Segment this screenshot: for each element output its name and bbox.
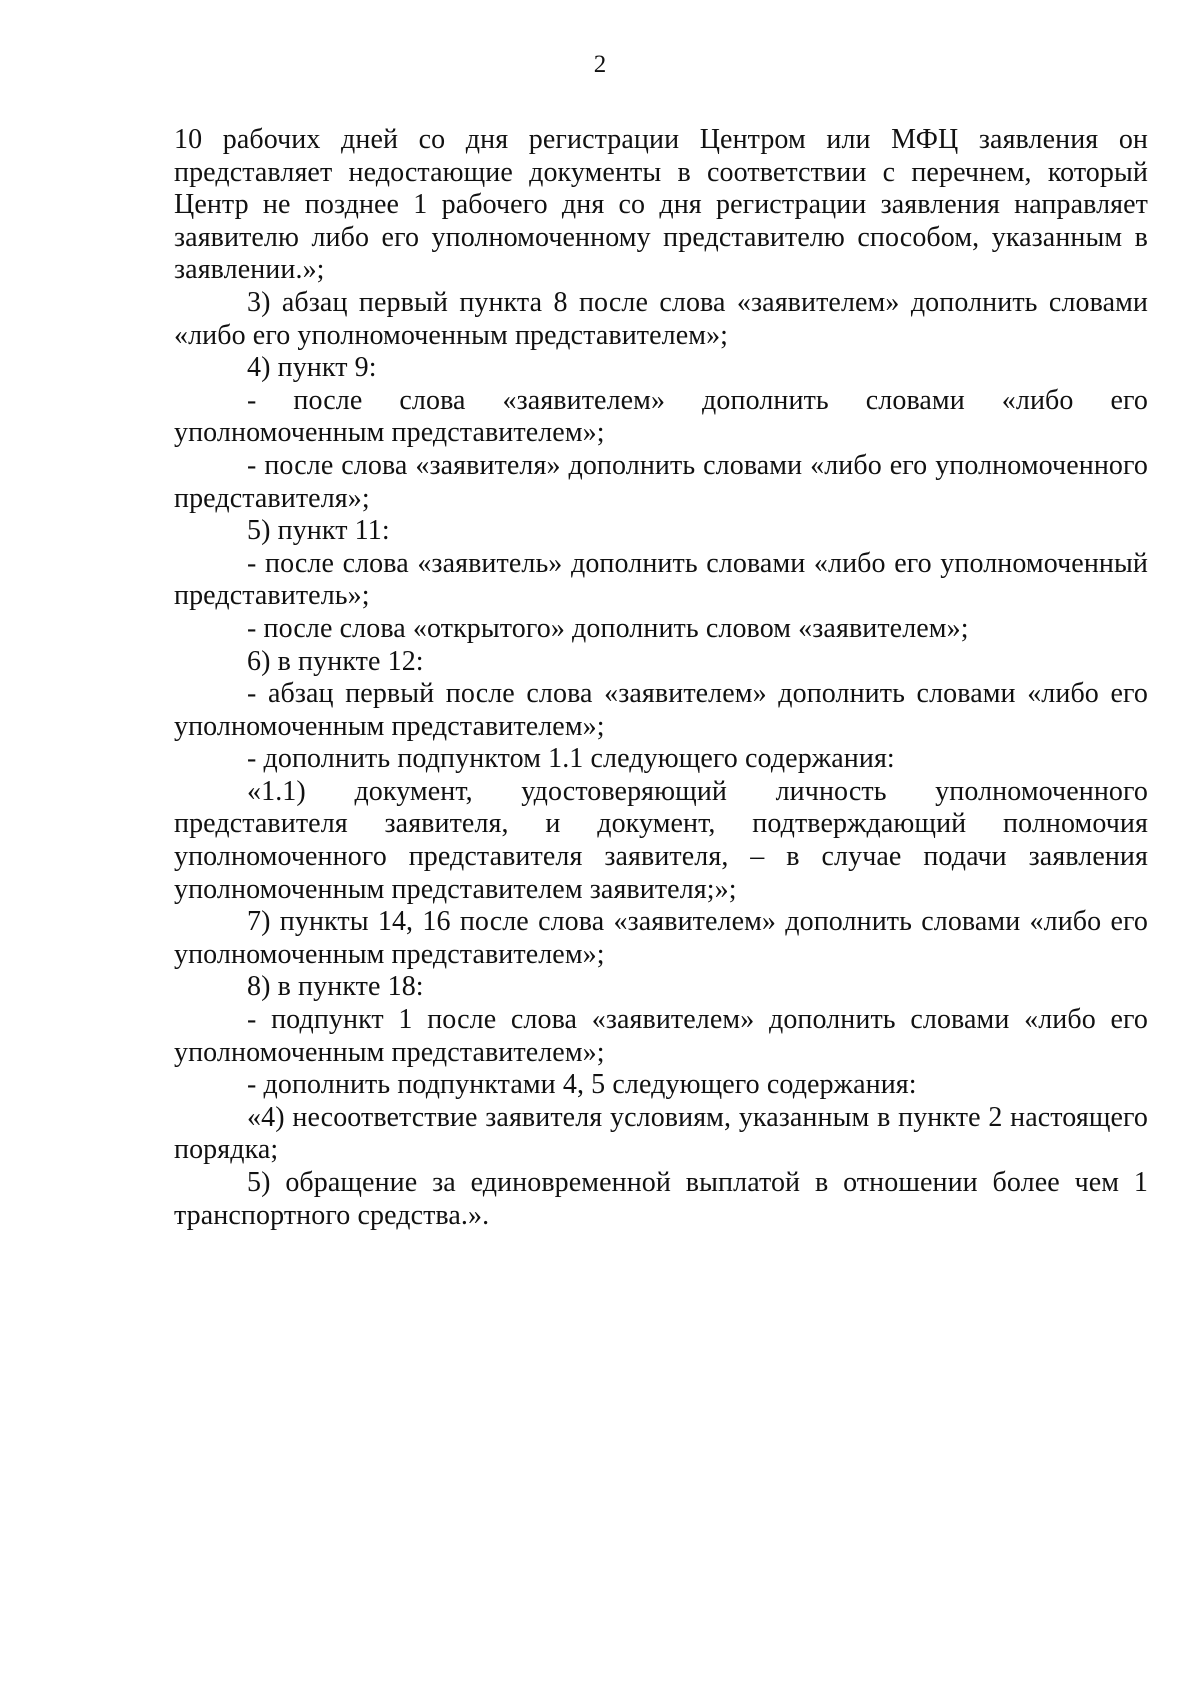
paragraph: - дополнить подпунктами 4, 5 следующего содержания:	[247, 1069, 917, 1101]
paragraph: - после слова «заявитель» дополнить словами «либо его уполномоченный представитель»;	[174, 547, 1148, 612]
paragraph: 3) абзац первый пункта 8 после слова «заявителем» дополнить словами «либо его уполномоченным представителем»;	[174, 286, 1148, 351]
paragraph: «4) несоответствие заявителя условиям, указанным в пункте 2 настоящего порядка;	[174, 1101, 1148, 1166]
paragraph: «1.1) документ, удостоверяющий личность уполномоченного представителя заявителя, и документ, подтверждающий полномочия уполномоченного представителя заявителя, – в случае подачи заявления уполномоченным представителем заявителя;»;	[174, 775, 1148, 905]
paragraph: - после слова «заявителем» дополнить словами «либо его уполномоченным представителем»;	[174, 384, 1148, 449]
paragraph: 10 рабочих дней со дня регистрации Центром или МФЦ заявления он представляет недостающие документы в соответствии с перечнем, который Центр не позднее 1 рабочего дня со дня регистрации заявления направляет заявителю либо его уполномоченному представителю способом, указанным в заявлении.»;	[174, 124, 1148, 286]
paragraph: - после слова «открытого» дополнить словом «заявителем»;	[247, 612, 969, 644]
page-number: 2	[593, 51, 607, 78]
paragraph: 6) в пункте 12:	[247, 645, 424, 677]
paragraph: - дополнить подпунктом 1.1 следующего содержания:	[247, 743, 895, 775]
paragraph: - после слова «заявителя» дополнить словами «либо его уполномоченного представителя»;	[174, 449, 1148, 514]
paragraph: 5) пункт 11:	[247, 515, 390, 547]
paragraph: 4) пункт 9:	[247, 352, 377, 384]
paragraph: - абзац первый после слова «заявителем» дополнить словами «либо его уполномоченным представителем»;	[174, 678, 1148, 742]
document-body	[174, 124, 1148, 1232]
paragraph: - подпункт 1 после слова «заявителем» дополнить словами «либо его уполномоченным представителем»;	[174, 1004, 1148, 1068]
paragraph: 7) пункты 14, 16 после слова «заявителем» дополнить словами «либо его уполномоченным представителем»;	[174, 906, 1148, 970]
paragraph: 8) в пункте 18:	[247, 971, 424, 1003]
paragraph: 5) обращение за единовременной выплатой в отношении более чем 1 транспортного средства.».	[174, 1167, 1148, 1231]
